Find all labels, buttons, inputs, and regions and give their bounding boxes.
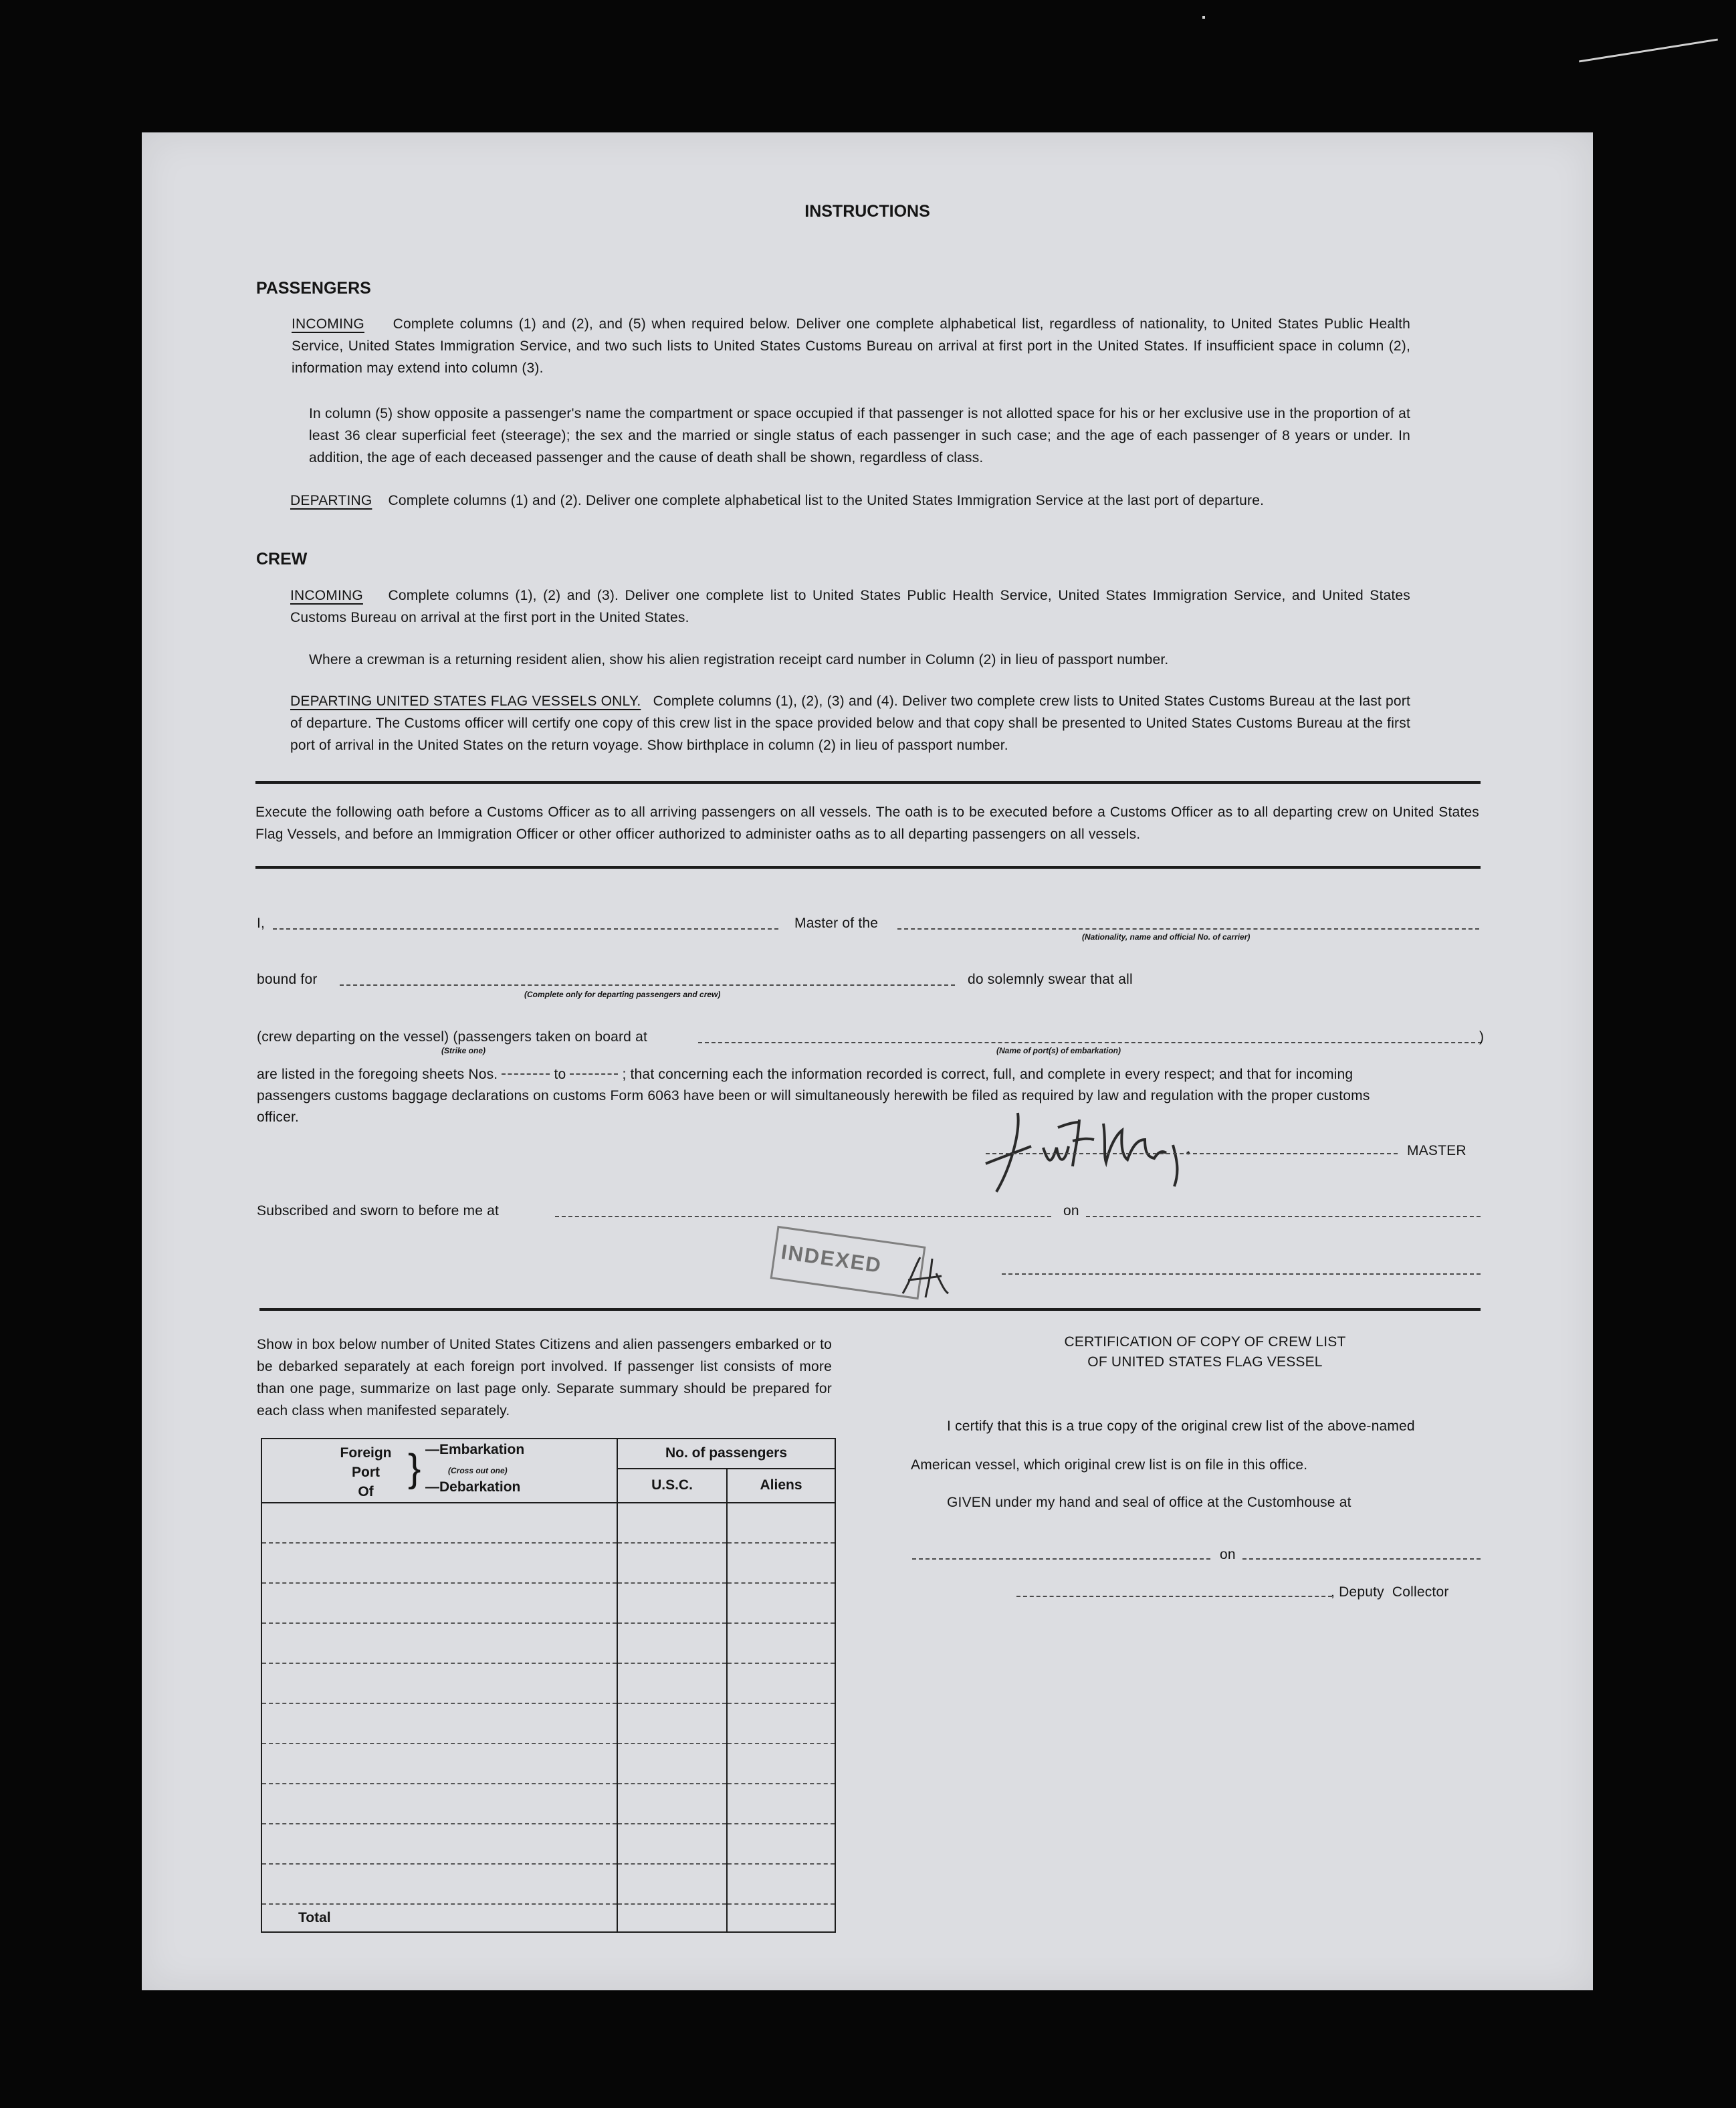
crew-incoming-block	[290, 585, 1410, 629]
stamp-initials	[895, 1253, 955, 1300]
certify-line1: I certify that this is a true copy of the original crew list of the above-named	[947, 1418, 1415, 1434]
port-cell[interactable]	[261, 1503, 617, 1543]
usc-cell[interactable]	[617, 1864, 727, 1904]
crew-heading: CREW	[256, 550, 308, 568]
port-cell[interactable]	[261, 1543, 617, 1583]
crew-departing-block	[290, 690, 1410, 756]
certification-title	[978, 1332, 1432, 1372]
aliens-cell[interactable]	[727, 1663, 835, 1703]
subscribed-place-field[interactable]	[555, 1216, 1051, 1217]
divider-rule	[255, 781, 1481, 784]
passengers-incoming-label: INCOMING	[292, 316, 364, 332]
port-cell[interactable]	[261, 1583, 617, 1623]
certification-title-line1: CERTIFICATION OF COPY OF CREW LIST	[1064, 1334, 1346, 1350]
carrier-note: (Nationality, name and official No. of carrier)	[1082, 932, 1251, 942]
certify-line2: American vessel, which original crew list is on file in this office.	[911, 1457, 1308, 1473]
crew-departing-label: DEPARTING UNITED STATES FLAG VESSELS ONLY.	[290, 694, 641, 709]
listed-b-text: ; that concerning each the information recorded is correct, full, and complete in every respect; and that for incoming	[622, 1067, 1353, 1082]
scan-mark	[1202, 16, 1205, 19]
oath-master-of: Master of the	[794, 916, 879, 931]
certification-on: on	[1220, 1547, 1236, 1562]
total-label: Total	[298, 1910, 331, 1925]
usc-cell[interactable]	[617, 1744, 727, 1784]
usc-cell[interactable]	[617, 1543, 727, 1583]
port-cell[interactable]	[261, 1623, 617, 1663]
given-line: GIVEN under my hand and seal of office at the Customhouse at	[947, 1495, 1351, 1510]
passengers-departing-text: Complete columns (1) and (2). Deliver one complete alphabetical list to the United States Immigration Service at the last port of departure.	[388, 493, 1265, 508]
aliens-header: Aliens	[727, 1469, 835, 1503]
deputy-collector-label: , Deputy Collector	[1331, 1584, 1449, 1600]
port-cell[interactable]	[261, 1703, 617, 1744]
usc-cell[interactable]	[617, 1503, 727, 1543]
aliens-cell[interactable]	[727, 1503, 835, 1543]
oath-bound-for: bound for	[257, 972, 318, 987]
crew-incoming-text: Complete columns (1), (2) and (3). Deliver one complete list to United States Public Health Service, United States Immigration Service, and United States Customs Bureau on arrival at the first port in the United States.	[290, 588, 1410, 625]
close-paren: )	[1479, 1029, 1485, 1045]
sheet-to-field[interactable]	[570, 1073, 618, 1075]
port-header-cell	[261, 1439, 617, 1503]
aliens-cell[interactable]	[727, 1623, 835, 1663]
usc-cell[interactable]	[617, 1623, 727, 1663]
port-cell[interactable]	[261, 1864, 617, 1904]
foreign-label: Foreign	[340, 1445, 392, 1461]
passengers-column5-text: In column (5) show opposite a passenger's name the compartment or space occupied if that passenger is not allotted space for his or her exclusive use in the proportion of at least 36 clear superficial feet (steerage); the sex and the married or single status of each passenger in such case; and the age of each passenger of 8 years or under. In addition, the age of each deceased passenger and the cause of death shall be shown, regardless of class.	[309, 406, 1410, 465]
bound-for-field[interactable]	[340, 984, 955, 986]
oath-swear: do solemnly swear that all	[968, 972, 1133, 987]
oath-crew-passengers: (crew departing on the vessel) (passengers taken on board at	[257, 1029, 647, 1045]
certification-date-field[interactable]	[1242, 1558, 1481, 1560]
usc-cell[interactable]	[617, 1583, 727, 1623]
crew-incoming-label: INCOMING	[290, 588, 363, 603]
oath-on: on	[1063, 1203, 1079, 1219]
foreign-port-of	[329, 1443, 403, 1501]
scan-mark	[1579, 39, 1718, 63]
customhouse-place-field[interactable]	[912, 1558, 1210, 1560]
indexed-stamp: INDEXED	[770, 1226, 926, 1299]
usc-total-cell[interactable]	[617, 1904, 727, 1932]
passengers-incoming-block	[292, 313, 1410, 379]
aliens-cell[interactable]	[727, 1543, 835, 1583]
master-signature-line[interactable]	[986, 1153, 1398, 1154]
of-label: Of	[358, 1484, 374, 1499]
brace-glyph: }	[408, 1447, 421, 1490]
debarkation-label: —Debarkation	[425, 1479, 521, 1495]
aliens-cell[interactable]	[727, 1583, 835, 1623]
embarkation-label: —Embarkation	[425, 1442, 525, 1457]
passengers-departing-line	[290, 490, 1427, 512]
passenger-summary-table	[261, 1438, 836, 1933]
oath-listed-line1	[257, 1063, 1481, 1085]
usc-header: U.S.C.	[617, 1469, 727, 1503]
listed-to-text: to	[554, 1067, 566, 1082]
passengers-incoming-text: Complete columns (1) and (2), and (5) when required below. Deliver one complete alphabetical list, regardless of nationality, to United States Public Health Service, United States Immigration Service, and two such lists to United States Customs Bureau on arrival at first port in the United States. If insufficient space in column (2), information may extend into column (3).	[292, 316, 1410, 376]
master-signature	[979, 1108, 1260, 1196]
aliens-cell[interactable]	[727, 1744, 835, 1784]
oath-intro: Execute the following oath before a Customs Officer as to all arriving passengers on all vessels. The oath is to be executed before a Customs Officer as to all departing crew on United States Flag Vessels, and before an Immigration Officer or other officer authorized to administer oaths as to all departing passengers on all vessels.	[255, 805, 1479, 842]
aliens-cell[interactable]	[727, 1864, 835, 1904]
ports-note: (Name of port(s) of embarkation)	[996, 1046, 1121, 1055]
strike-note: (Strike one)	[441, 1046, 486, 1055]
port-label: Port	[352, 1465, 380, 1480]
no-passengers-header: No. of passengers	[617, 1439, 835, 1469]
form-page	[142, 132, 1593, 1990]
subscribed-date-field[interactable]	[1086, 1216, 1481, 1217]
usc-cell[interactable]	[617, 1784, 727, 1824]
port-cell[interactable]	[261, 1744, 617, 1784]
oath-i-label: I,	[257, 916, 265, 931]
sheet-from-field[interactable]	[502, 1073, 550, 1075]
oath-listed-line2: passengers customs baggage declarations on customs Form 6063 have been or will simultaneously herewith be filed as required by law and regulation with the proper customs	[257, 1088, 1370, 1103]
crew-resident-text: Where a crewman is a returning resident alien, show his alien registration receipt card number in Column (2) in lieu of passport number.	[309, 652, 1169, 667]
master-name-field[interactable]	[273, 928, 778, 930]
total-label-cell	[261, 1904, 617, 1932]
embarkation-ports-field[interactable]	[698, 1042, 1482, 1043]
deputy-signature-field[interactable]	[1016, 1596, 1332, 1597]
bound-note: (Complete only for departing passengers and crew)	[524, 990, 721, 999]
port-cell[interactable]	[261, 1784, 617, 1824]
carrier-field[interactable]	[897, 928, 1479, 930]
usc-cell[interactable]	[617, 1663, 727, 1703]
oath-subscribed: Subscribed and sworn to before me at	[257, 1203, 500, 1219]
aliens-cell[interactable]	[727, 1703, 835, 1744]
aliens-total-cell[interactable]	[727, 1904, 835, 1932]
usc-cell[interactable]	[617, 1824, 727, 1864]
certification-title-line2: OF UNITED STATES FLAG VESSEL	[1087, 1354, 1323, 1370]
divider-rule	[259, 1308, 1481, 1311]
officer-signature-field[interactable]	[1002, 1273, 1481, 1275]
divider-rule	[255, 866, 1481, 869]
cross-out-note: (Cross out one)	[448, 1466, 508, 1475]
port-cell[interactable]	[261, 1824, 617, 1864]
port-cell[interactable]	[261, 1663, 617, 1703]
passengers-heading: PASSENGERS	[256, 279, 371, 298]
aliens-cell[interactable]	[727, 1824, 835, 1864]
aliens-cell[interactable]	[727, 1784, 835, 1824]
usc-cell[interactable]	[617, 1703, 727, 1744]
crew-departing-text: Complete columns (1), (2), (3) and (4). Deliver two complete crew lists to United States Customs Bureau at the last port of departure. The Customs officer will certify one copy of this crew list in the space provided below and that copy shall be presented to United States Customs Bureau at the first port of arrival in the United States on the return voyage. Show birthplace in column (2) in lieu of passport number.	[290, 694, 1411, 753]
listed-a-text: are listed in the foregoing sheets Nos.	[257, 1067, 498, 1082]
passengers-departing-label: DEPARTING	[290, 493, 372, 508]
page-title: INSTRUCTIONS	[804, 202, 930, 221]
oath-listed-line3: officer.	[257, 1110, 300, 1125]
summary-instructions: Show in box below number of United States Citizens and alien passengers embarked or to be debarked separately at each foreign port involved. If passenger list consists of more than one page, summarize on last page only. Separate summary should be prepared for each class when manifested separately.	[257, 1337, 832, 1418]
master-label: MASTER	[1407, 1143, 1467, 1158]
